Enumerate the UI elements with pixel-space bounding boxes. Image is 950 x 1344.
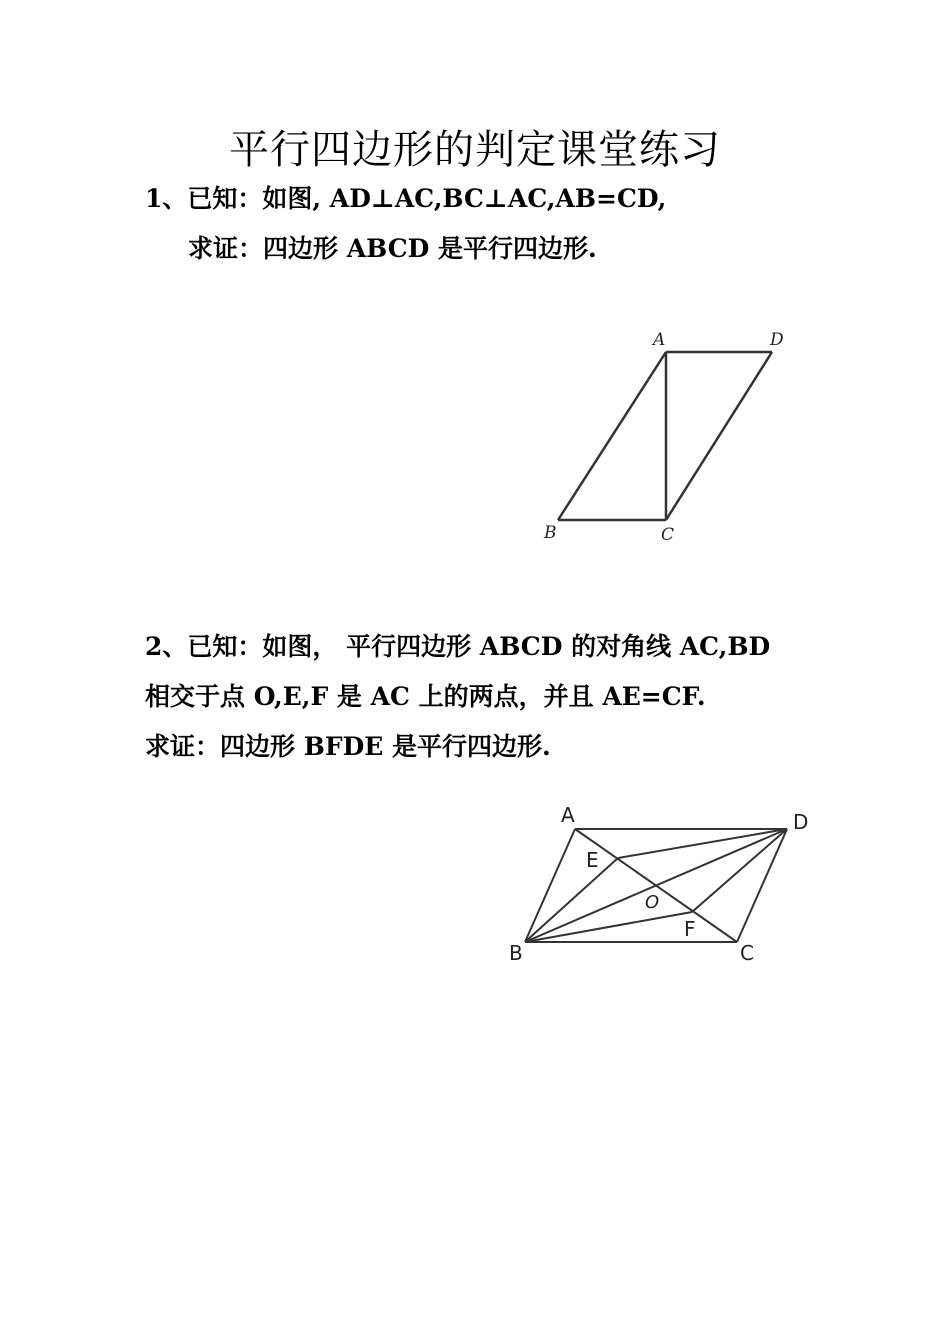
- label-d: D: [770, 330, 784, 350]
- label-o: O: [645, 892, 660, 913]
- problem2-prove: 求证：四边形 BFDE 是平行四边形.: [145, 732, 551, 761]
- label-c: C: [661, 525, 675, 545]
- segment-fd: [692, 829, 787, 912]
- problem1-prove: 求证：四边形 ABCD 是平行四边形.: [188, 234, 597, 263]
- problem2-given-line1: 2、已知：如图， 平行四边形 ABCD 的对角线 AC,BD: [145, 632, 771, 661]
- label-e: E: [586, 848, 599, 872]
- segment-bf: [525, 912, 692, 942]
- segment-ed: [618, 829, 787, 858]
- worksheet-title: 平行四边形的判定课堂练习: [229, 127, 721, 173]
- label-a: A: [653, 330, 666, 350]
- label-a: A: [561, 803, 575, 827]
- label-b: B: [509, 941, 523, 965]
- problem2-given-line2: 相交于点 O,E,F 是 AC 上的两点，并且 AE=CF.: [145, 682, 706, 711]
- label-d: D: [793, 810, 809, 834]
- problem1-given: 1、已知：如图, AD⊥AC,BC⊥AC,AB=CD,: [145, 184, 667, 213]
- segment-be: [525, 858, 618, 942]
- segment-cd: [737, 829, 787, 942]
- diagonal-bd: [525, 829, 787, 942]
- label-f: F: [684, 917, 696, 941]
- label-b: B: [544, 523, 557, 543]
- segment-ab: [525, 829, 575, 942]
- label-c: C: [740, 941, 754, 965]
